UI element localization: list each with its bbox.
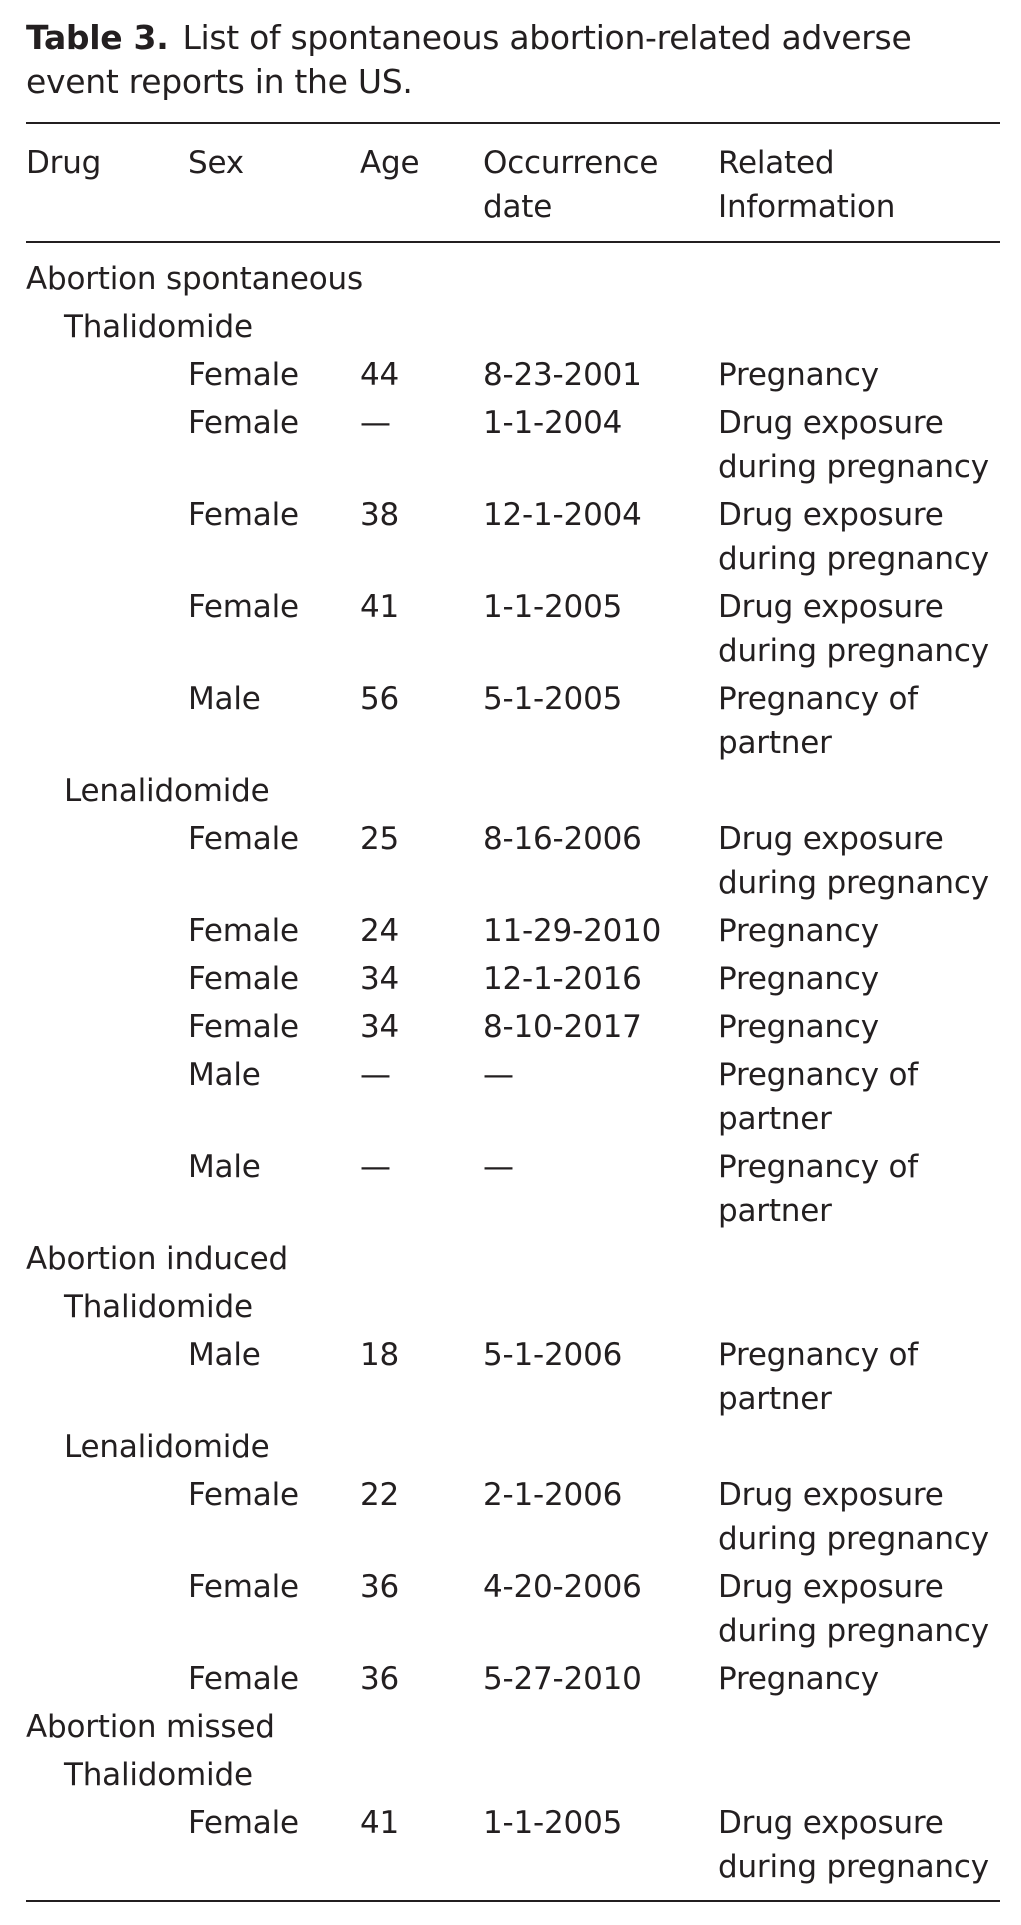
table-caption-label: Table 3.: [26, 18, 169, 57]
cell-age: 44: [360, 357, 400, 393]
cell-date: 5-27-2010: [483, 1661, 642, 1697]
cell-related-info: Drug exposure: [718, 1477, 944, 1513]
cell-related-info: partner: [718, 1101, 832, 1137]
cell-related-info: Pregnancy: [718, 357, 879, 393]
cell-related-info: Drug exposure: [718, 821, 944, 857]
cell-age: 41: [360, 1805, 400, 1841]
cell-date: 8-23-2001: [483, 357, 642, 393]
cell-age: 36: [360, 1661, 400, 1697]
cell-date: 1-1-2005: [483, 1805, 623, 1841]
cell-related-info: partner: [718, 1381, 832, 1417]
cell-age: —: [360, 405, 391, 441]
cell-related-info: during pregnancy: [718, 1849, 989, 1885]
drug-name: Thalidomide: [64, 309, 253, 345]
cell-related-info: Pregnancy: [718, 913, 879, 949]
cell-sex: Female: [188, 405, 299, 441]
cell-date: 2-1-2006: [483, 1477, 623, 1513]
cell-related-info: during pregnancy: [718, 633, 989, 669]
cell-sex: Female: [188, 913, 299, 949]
cell-age: 22: [360, 1477, 400, 1513]
cell-sex: Female: [188, 357, 299, 393]
cell-related-info: Pregnancy of: [718, 1337, 918, 1373]
cell-related-info: partner: [718, 725, 832, 761]
cell-sex: Male: [188, 681, 261, 717]
cell-sex: Female: [188, 1009, 299, 1045]
cell-date: 11-29-2010: [483, 913, 662, 949]
cell-related-info: during pregnancy: [718, 865, 989, 901]
cell-age: —: [360, 1149, 391, 1185]
cell-related-info: partner: [718, 1193, 832, 1229]
cell-date: 1-1-2004: [483, 405, 623, 441]
cell-age: 38: [360, 497, 400, 533]
cell-related-info: Pregnancy: [718, 1009, 879, 1045]
cell-date: 5-1-2006: [483, 1337, 623, 1373]
cell-related-info: Pregnancy of: [718, 681, 918, 717]
cell-related-info: Pregnancy of: [718, 1057, 918, 1093]
cell-sex: Female: [188, 821, 299, 857]
cell-related-info: during pregnancy: [718, 1521, 989, 1557]
group-title: Abortion spontaneous: [26, 261, 363, 297]
cell-sex: Female: [188, 1477, 299, 1513]
group-title: Abortion missed: [26, 1709, 275, 1745]
cell-date: —: [483, 1057, 514, 1093]
cell-sex: Female: [188, 1661, 299, 1697]
cell-date: 4-20-2006: [483, 1569, 642, 1605]
header-date: date: [483, 189, 553, 225]
header-sex: Sex: [188, 145, 244, 181]
cell-age: 25: [360, 821, 400, 857]
cell-sex: Male: [188, 1337, 261, 1373]
header-information: Information: [718, 189, 896, 225]
cell-age: 34: [360, 961, 400, 997]
cell-date: 5-1-2005: [483, 681, 623, 717]
cell-related-info: Drug exposure: [718, 589, 944, 625]
cell-age: 18: [360, 1337, 400, 1373]
drug-name: Lenalidomide: [64, 773, 270, 809]
header-related: Related: [718, 145, 835, 181]
cell-related-info: during pregnancy: [718, 541, 989, 577]
cell-related-info: Drug exposure: [718, 1569, 944, 1605]
cell-date: 8-16-2006: [483, 821, 642, 857]
cell-sex: Female: [188, 589, 299, 625]
cell-sex: Female: [188, 1805, 299, 1841]
cell-sex: Female: [188, 497, 299, 533]
cell-sex: Male: [188, 1149, 261, 1185]
cell-age: 56: [360, 681, 400, 717]
header-occurrence: Occurrence: [483, 145, 659, 181]
cell-related-info: Drug exposure: [718, 497, 944, 533]
cell-date: 12-1-2004: [483, 497, 642, 533]
cell-date: 8-10-2017: [483, 1009, 642, 1045]
group-title: Abortion induced: [26, 1241, 289, 1277]
cell-age: 34: [360, 1009, 400, 1045]
cell-age: 36: [360, 1569, 400, 1605]
cell-related-info: Pregnancy of: [718, 1149, 918, 1185]
cell-date: 1-1-2005: [483, 589, 623, 625]
cell-related-info: Pregnancy: [718, 961, 879, 997]
header-age: Age: [360, 145, 420, 181]
cell-age: 24: [360, 913, 400, 949]
cell-age: 41: [360, 589, 400, 625]
cell-age: —: [360, 1057, 391, 1093]
cell-related-info: Drug exposure: [718, 405, 944, 441]
cell-related-info: during pregnancy: [718, 449, 989, 485]
cell-related-info: Drug exposure: [718, 1805, 944, 1841]
header-bottom-rule: [26, 241, 1000, 243]
cell-sex: Female: [188, 961, 299, 997]
drug-name: Lenalidomide: [64, 1429, 270, 1465]
table-caption-text: List of spontaneous abortion-related adverse event reports in the US.: [26, 18, 912, 101]
cell-date: 12-1-2016: [483, 961, 642, 997]
cell-related-info: during pregnancy: [718, 1613, 989, 1649]
cell-sex: Female: [188, 1569, 299, 1605]
header-drug: Drug: [26, 145, 102, 181]
drug-name: Thalidomide: [64, 1289, 253, 1325]
cell-sex: Male: [188, 1057, 261, 1093]
table-caption: [26, 16, 1006, 104]
cell-date: —: [483, 1149, 514, 1185]
table-bottom-rule: [26, 1900, 1000, 1902]
table-top-rule: [26, 122, 1000, 124]
cell-related-info: Pregnancy: [718, 1661, 879, 1697]
drug-name: Thalidomide: [64, 1757, 253, 1793]
